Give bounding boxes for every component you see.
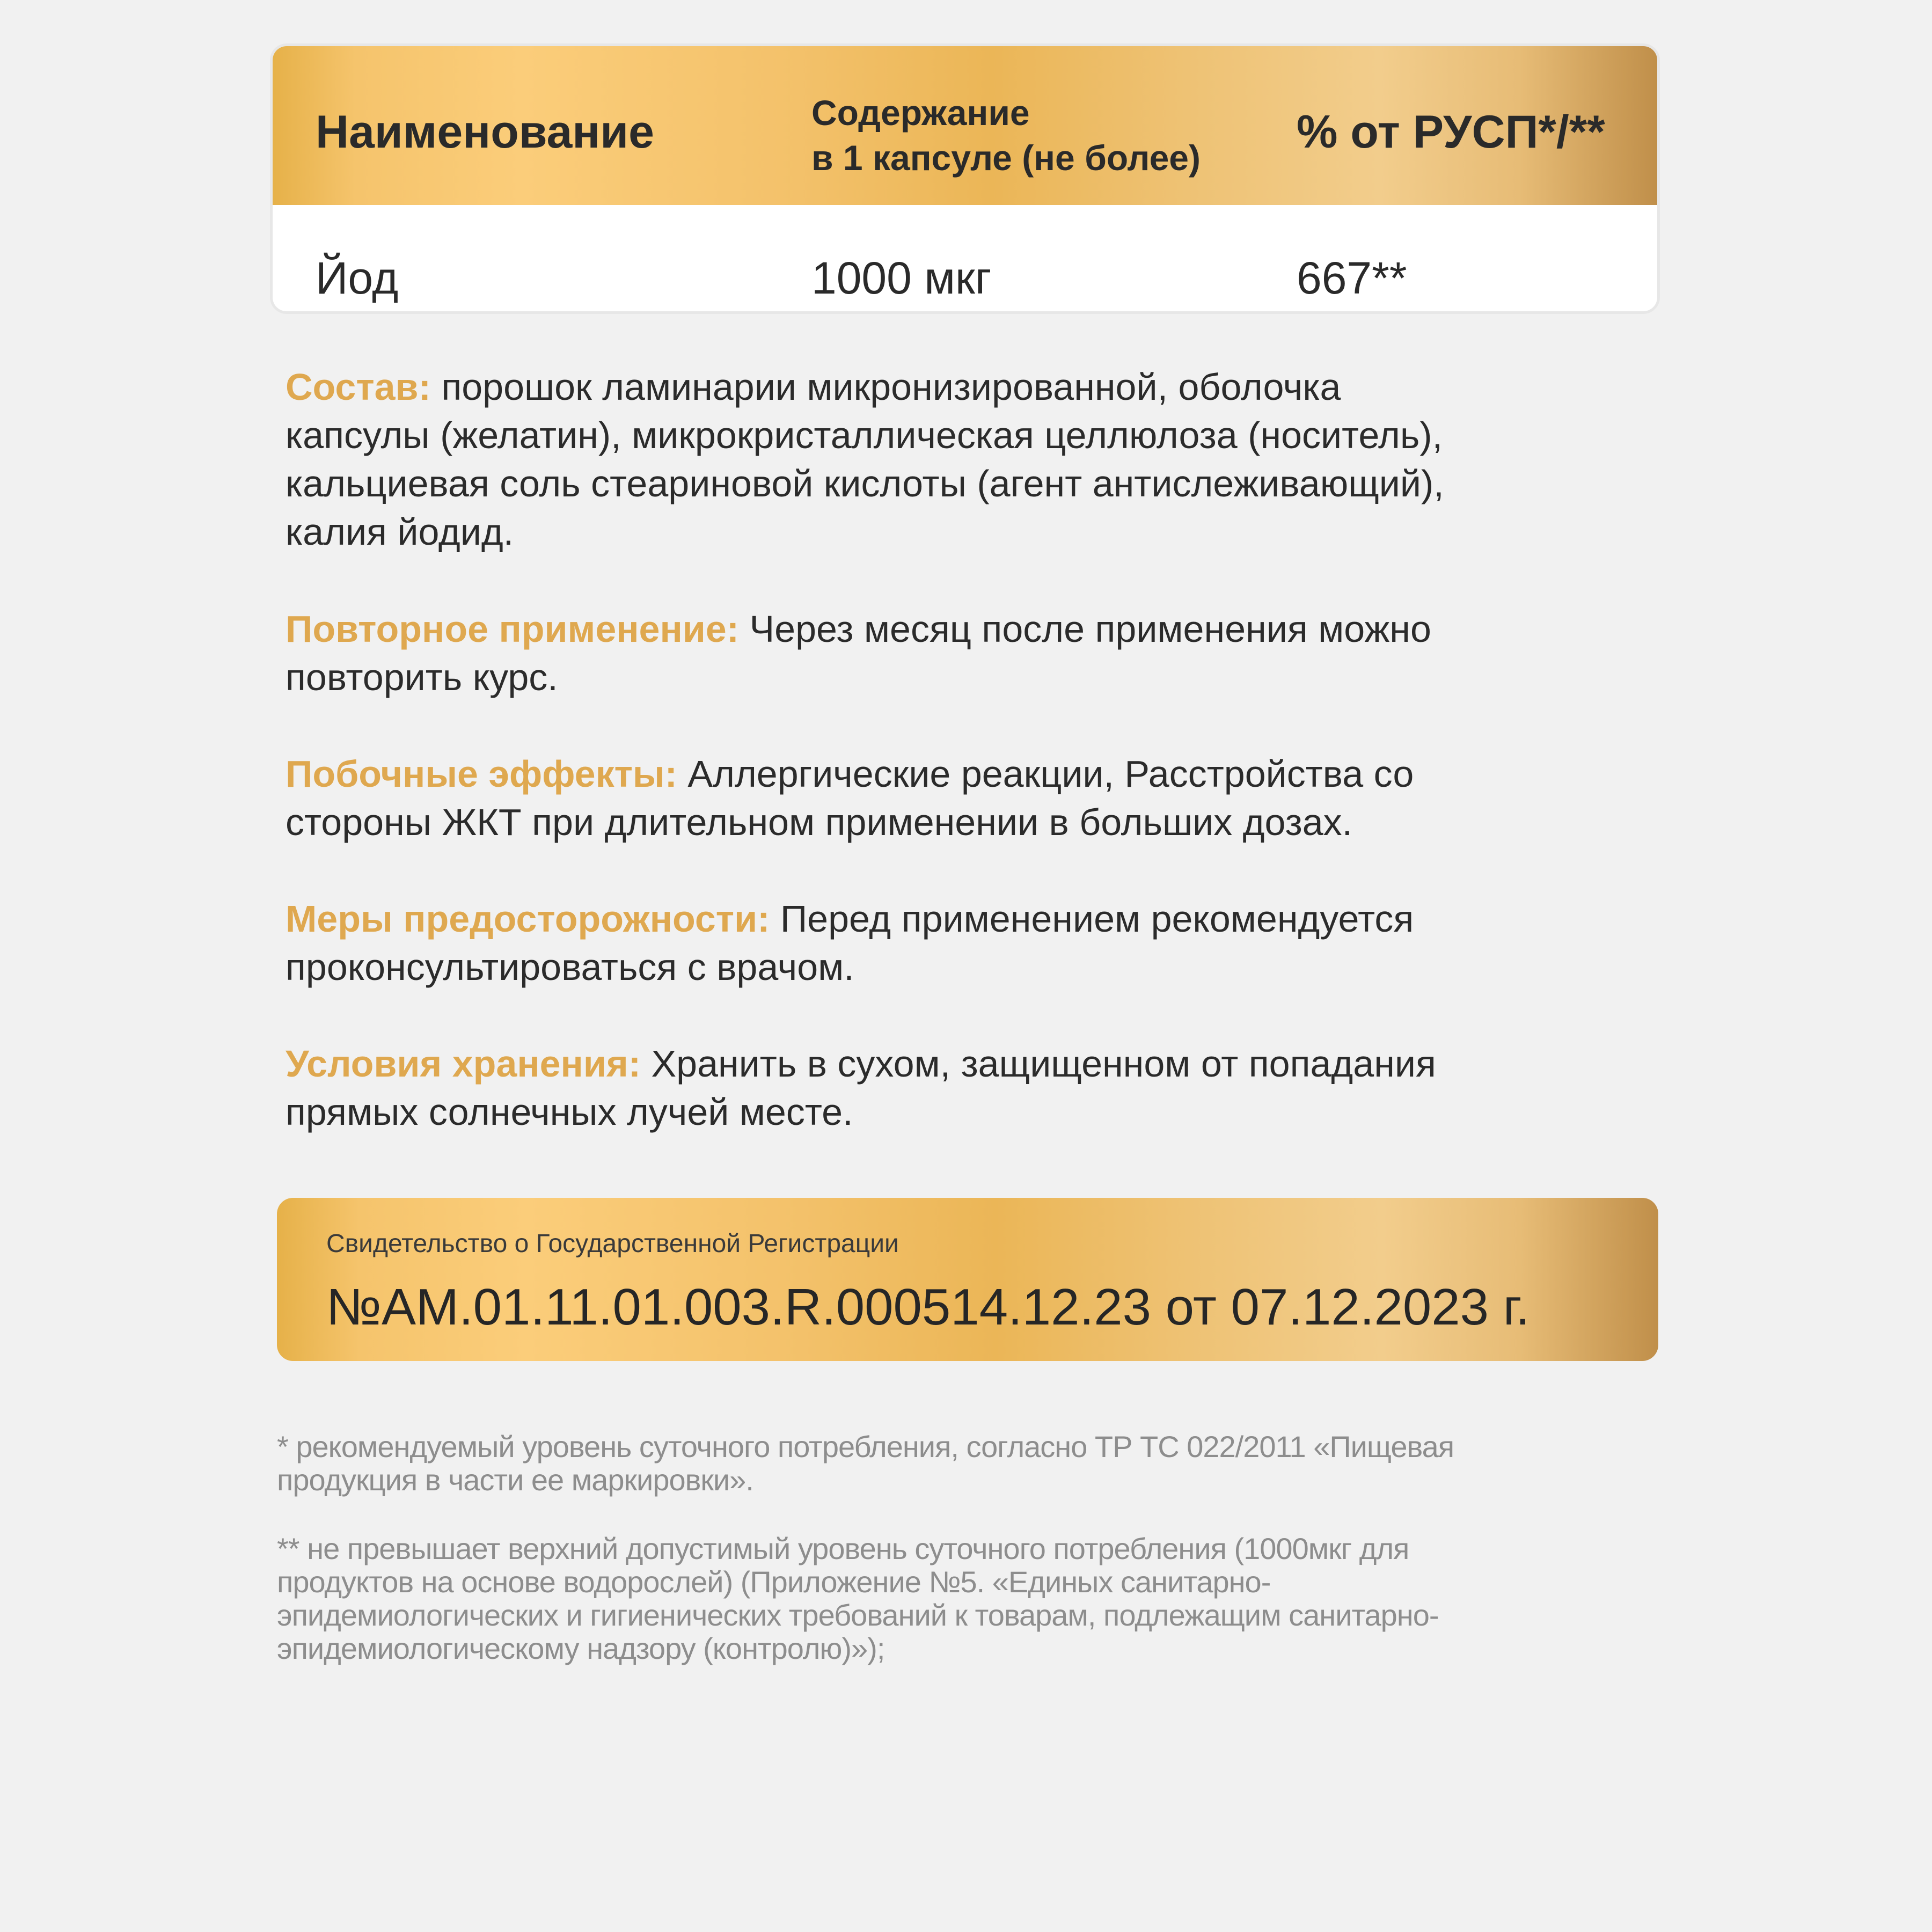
composition-paragraph [286,363,1659,556]
side-effects-line-1 [286,750,1659,798]
precautions-text-1: Перед применением рекомендуется [770,898,1414,940]
storage-text-2: прямых солнечных лучей месте. [286,1091,853,1133]
registration-number: №AM.01.11.01.003.R.000514.12.23 от 07.12.2023 г. [326,1278,1530,1336]
precautions-text-2: проконсультироваться с врачом. [286,946,854,988]
registration-card [277,1198,1658,1361]
repeat-text-1: Через месяц после применения можно [739,608,1431,650]
storage-line-1 [286,1040,1659,1088]
cell-content: 1000 мкг [811,253,992,303]
repeat-line-1 [286,605,1659,653]
storage-paragraph [286,1040,1659,1136]
precautions-line-1 [286,895,1659,943]
side-effects-label: Побочные эффекты: [286,753,677,795]
side-effects-text-2: стороны ЖКТ при длительном применении в больших дозах. [286,801,1353,843]
table-header [273,46,1657,205]
header-content-line1: Содержание [811,93,1030,133]
side-effects-paragraph [286,750,1659,846]
nutrition-table [273,46,1657,311]
footnote-1-line-2: продукция в части ее маркировки». [277,1463,753,1497]
header-rusp: % от РУСП*/** [1297,106,1605,158]
repeat-label: Повторное применение: [286,608,740,650]
composition-line-1 [286,363,1659,411]
composition-text-1: порошок ламинарии микронизированной, оболочка [430,366,1341,408]
header-content [811,90,1294,180]
composition-text-4: калия йодид. [286,511,514,553]
composition-text-2: капсулы (желатин), микрокристаллическая целлюлоза (носитель), [286,414,1443,456]
repeat-paragraph [286,605,1659,701]
footnote-1 [277,1430,1651,1497]
cell-rusp: 667** [1297,253,1407,303]
footnote-2-line-1: ** не превышает верхний допустимый уровень суточного потребления (1000мкг для [277,1532,1409,1565]
precautions-label: Меры предосторожности: [286,898,770,940]
header-name: Наименование [316,106,654,158]
header-content-line2: в 1 капсуле (не более) [811,138,1201,178]
cell-name: Йод [316,253,399,303]
footnote-2 [277,1532,1651,1665]
composition-label: Состав: [286,366,431,408]
storage-label: Условия хранения: [286,1043,641,1085]
footnote-2-line-3: эпидемиологических и гигиенических требований к товарам, подлежащим санитарно- [277,1598,1439,1632]
composition-text-3: кальциевая соль стеариновой кислоты (агент антислеживающий), [286,463,1444,504]
footnote-1-line-1: * рекомендуемый уровень суточного потребления, согласно ТР ТС 022/2011 «Пищевая [277,1430,1454,1463]
footnote-2-line-4: эпидемиологическому надзору (контролю)»); [277,1631,885,1665]
footnote-2-line-2: продуктов на основе водорослей) (Приложение №5. «Единых санитарно- [277,1565,1271,1599]
precautions-paragraph [286,895,1659,991]
repeat-text-2: повторить курс. [286,656,558,698]
side-effects-text-1: Аллергические реакции, Расстройства со [677,753,1414,795]
storage-text-1: Хранить в сухом, защищенном от попадания [641,1043,1436,1085]
registration-label: Свидетельство о Государственной Регистрации [326,1230,899,1258]
